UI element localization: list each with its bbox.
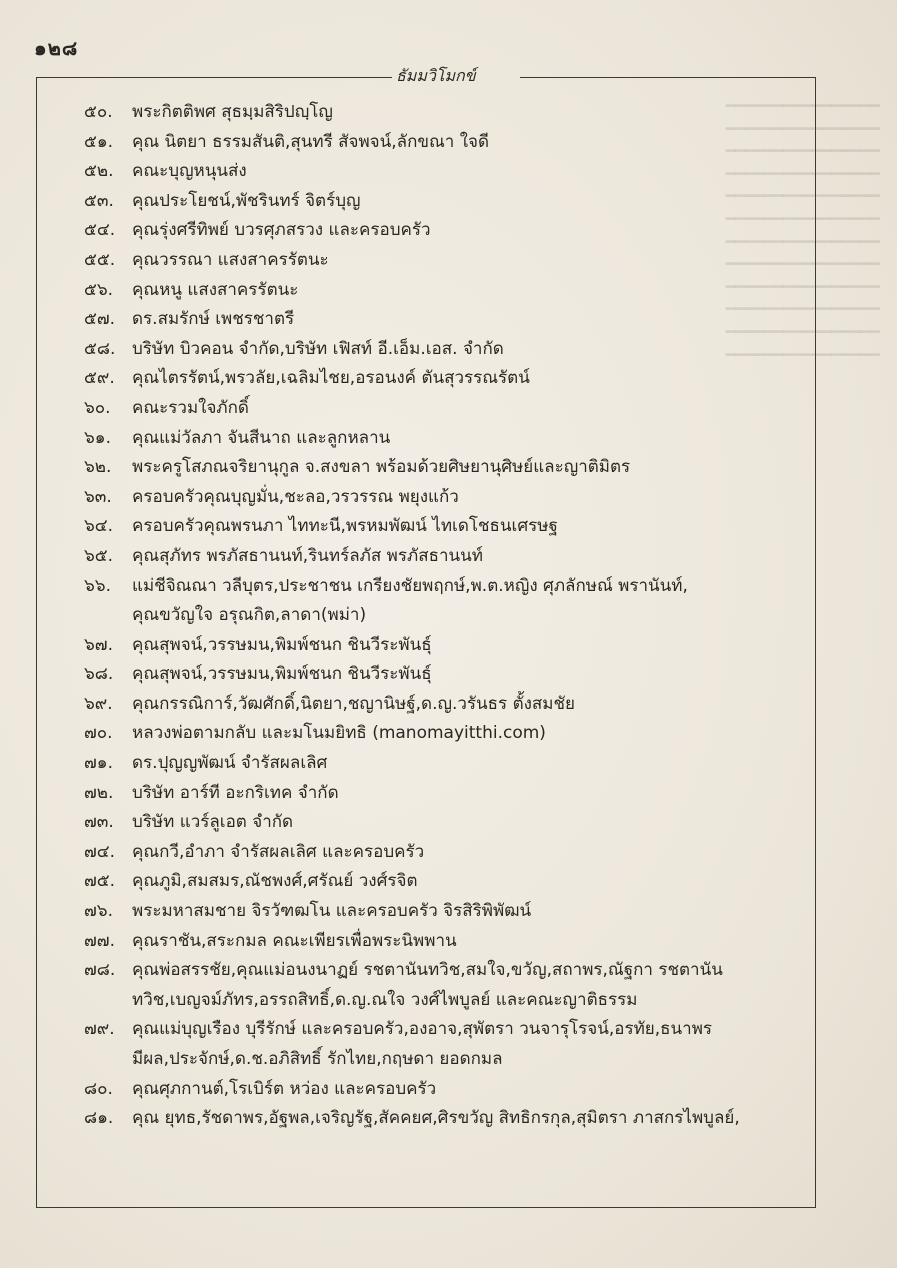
entry-names (132, 216, 819, 246)
list-item (84, 927, 819, 957)
entry-number: ๖๘. (84, 664, 114, 685)
entry-number: ๖๙. (84, 693, 113, 714)
entry-names (132, 660, 819, 690)
entry-number: ๕๔. (84, 220, 116, 241)
entry-name-line: คุณไตรรัตน์,พรวลัย,เฉลิมไชย,อรอนงค์ ตันสุวรรณรัตน์ (132, 368, 530, 389)
entry-names (132, 98, 819, 128)
entry-number: ๖๔. (84, 516, 114, 537)
entry-name-line: พระครูโสภณจริยานุกูล จ.สงขลา พร้อมด้วยศิษยานุศิษย์และญาติมิตร (132, 457, 631, 478)
entry-names (132, 1015, 819, 1074)
entry-name-line: คุณกวี,อำภา จำรัสผลเลิศ และครอบครัว (132, 841, 425, 862)
entry-names (132, 749, 819, 779)
entry-name-line: บริษัท แวร์ลูเอต จำกัด (132, 812, 294, 833)
entry-name-line: ดร.สมรักษ์ เพชรชาตรี (132, 309, 295, 330)
entry-name-line: ครอบครัวคุณบุญมั่น,ชะลอ,วรวรรณ พยุงแก้ว (132, 486, 459, 507)
list-item (84, 867, 819, 897)
list-item (84, 483, 819, 513)
list-item (84, 1104, 819, 1134)
entry-name-line: คุณหนู แสงสาครรัตนะ (132, 279, 299, 300)
list-item (84, 542, 819, 572)
entry-name-line: คุณประโยชน์,พัชรินทร์ จิตร์บุญ (132, 190, 361, 211)
entry-number: ๖๖. (84, 575, 111, 596)
entry-names (132, 512, 819, 542)
entry-names (132, 157, 819, 187)
list-item (84, 187, 819, 217)
entry-number: ๗๕. (84, 871, 116, 892)
entry-number: ๕๘. (84, 338, 116, 359)
entry-name-line: คุณสุพจน์,วรรษมน,พิมพ์ชนก ชินวีระพันธุ์ (132, 634, 432, 655)
list-item (84, 749, 819, 779)
entry-names (132, 927, 819, 957)
entry-name-line: พระกิตติพศ สุธมฺมสิริปญฺโญ (132, 102, 333, 122)
list-item (84, 424, 819, 454)
entry-name-line: คุณสุภัทร พรภัสธานนท์,รินทร์ลภัส พรภัสธานนท์ (132, 545, 483, 566)
list-item (84, 631, 819, 661)
entry-name-line: ดร.ปุญญพัฒน์ จำรัสผลเลิศ (132, 753, 328, 774)
entry-name-line: คุณรุ่งศรีทิพย์ บวรศุภสรวง และครอบครัว (132, 220, 431, 241)
entry-number: ๕๐. (84, 102, 113, 122)
entry-number: ๖๐. (84, 397, 111, 418)
entry-name-line: พระมหาสมชาย จิรวัฑฒโน และครอบครัว จิรสิริพิพัฒน์ (132, 901, 532, 922)
entry-name-line: คณะรวมใจภักดิ์ (132, 397, 249, 418)
list-item (84, 719, 819, 749)
list-item (84, 216, 819, 246)
list-item (84, 246, 819, 276)
entry-names (132, 838, 819, 868)
entry-names (132, 276, 819, 306)
list-item (84, 897, 819, 927)
entry-name-line: คุณศุภกานต์,โรเบิร์ต หว่อง และครอบครัว (132, 1078, 437, 1099)
list-item (84, 956, 819, 1015)
list-item (84, 364, 819, 394)
entry-names (132, 779, 819, 809)
entry-number: ๗๙. (84, 1019, 115, 1040)
entry-name-line: คุณ นิตยา ธรรมสันติ,สุนทรี สัจพจน์,ลักขณา ใจดี (132, 131, 490, 152)
entry-number: ๗๒. (84, 782, 114, 803)
entry-number: ๖๑. (84, 427, 111, 448)
running-header-title: ธัมมวิโมกข์ (396, 66, 476, 85)
page-number: ๑๒๘ (34, 36, 79, 60)
entry-names (132, 542, 819, 572)
list-item (84, 1075, 819, 1105)
entry-names (132, 719, 819, 749)
entry-number: ๗๔. (84, 841, 116, 862)
entry-number: ๗๑. (84, 753, 113, 774)
entry-name-line: บริษัท บิวคอน จำกัด,บริษัท เฟิสท์ อี.เอ็ม.เอส. จำกัด (132, 338, 504, 359)
entry-names (132, 364, 819, 394)
entry-number: ๗๗. (84, 930, 115, 951)
entry-number: ๗๖. (84, 901, 113, 922)
entry-number: ๖๓. (84, 486, 112, 507)
entry-name-line: คุณสุพจน์,วรรษมน,พิมพ์ชนก ชินวีระพันธุ์ (132, 664, 432, 685)
entry-name-line: หลวงพ่อตามกลับ และมโนมยิทธิ (manomayitthi.com) (132, 723, 546, 744)
entry-number: ๗๓. (84, 812, 114, 833)
entry-names (132, 1075, 819, 1105)
entry-name-line: คุณราชัน,สระกมล คณะเพียรเพื่อพระนิพพาน (132, 930, 457, 951)
entry-name-line: มีผล,ประจักษ์,ด.ช.อภิสิทธิ์ รักไทย,กฤษดา ยอดกมล (132, 1049, 503, 1069)
entry-number: ๖๗. (84, 634, 113, 655)
entry-name-line: คุณวรรณา แสงสาครรัตนะ (132, 249, 329, 270)
entry-number: ๗๘. (84, 960, 116, 981)
list-item (84, 808, 819, 838)
list-item (84, 690, 819, 720)
entry-name-line: คุณพ่อสรรชัย,คุณแม่อนงนาฏย์ รชตานันทวิช,สมใจ,ขวัญ,สถาพร,ณัฐกา รชตานัน (132, 960, 723, 981)
entry-number: ๕๙. (84, 368, 115, 389)
entry-names (132, 690, 819, 720)
entry-number: ๘๑. (84, 1108, 114, 1129)
entry-names (132, 187, 819, 217)
entry-names (132, 424, 819, 454)
entry-names (132, 305, 819, 335)
entry-name-line: แม่ชีจิณณา วลีบุตร,ประชาชน เกรียงชัยพฤกษ์,พ.ต.หญิง ศุภลักษณ์ พรานันท์, (132, 575, 688, 596)
entry-names (132, 867, 819, 897)
entry-name-line: คุณขวัญใจ อรุณกิต,ลาดา(พม่า) (132, 605, 367, 626)
list-item (84, 98, 819, 128)
list-item (84, 572, 819, 631)
entry-name-line: คุณ ยุทธ,รัชดาพร,อัฐพล,เจริญรัฐ,สัคคยศ,ศิรขวัญ สิทธิกรกุล,สุมิตรา ภาสกรไพบูลย์, (132, 1108, 740, 1129)
donor-list (84, 98, 819, 1134)
entry-names (132, 956, 819, 1015)
list-item (84, 453, 819, 483)
entry-number: ๗๐. (84, 723, 113, 744)
entry-names (132, 897, 819, 927)
entry-number: ๘๐. (84, 1078, 113, 1099)
entry-name-line: คุณกรรณิการ์,วัฒศักดิ์,นิตยา,ชญานิษฐ์,ด.ญ.วรันธร ตั้งสมชัย (132, 693, 575, 714)
entry-names (132, 128, 819, 158)
entry-names (132, 246, 819, 276)
list-item (84, 512, 819, 542)
list-item (84, 128, 819, 158)
list-item (84, 335, 819, 365)
entry-names (132, 394, 819, 424)
list-item (84, 1015, 819, 1074)
entry-names (132, 572, 819, 631)
entry-names (132, 631, 819, 661)
entry-number: ๖๕. (84, 545, 114, 566)
entry-names (132, 483, 819, 513)
entry-name-line: ทวิช,เบญจม์ภัทร,อรรถสิทธิ์,ด.ญ.ณใจ วงศ์ไพบูลย์ และคณะญาติธรรม (132, 989, 638, 1010)
list-item (84, 779, 819, 809)
entry-number: ๖๒. (84, 457, 112, 478)
entry-number: ๕๑. (84, 131, 114, 152)
entry-names (132, 808, 819, 838)
entry-name-line: คุณแม่บุญเรือง บุรีรักษ์ และครอบครัว,องอาจ,สุพัตรา วนจารุโรจน์,อรทัย,ธนาพร (132, 1019, 713, 1040)
list-item (84, 838, 819, 868)
show-through-text: ━━━━━━━━━━━━━━━━ ━━━━━━━━━━━━━━━━ ━━━━━━━━━━━━━━━━ ━━━━━━━━━━━━━━━━ ━━━━━━━━━━━━━━━━ ━━━━━━━━━━━━━━━━ ━━━━━━━━━━━━━━━━ ━━━━━━━━━━━━━━━━ ━━━━━━━━━━━━━━━━ ━━━━━━━━━━━━━━━━ ━━━━━━━━━━━━━━━━ ━━━━━━━━━━━━━━━━ (725, 96, 880, 364)
list-item (84, 157, 819, 187)
entry-number: ๕๓. (84, 190, 114, 211)
list-item (84, 660, 819, 690)
entry-number: ๕๖. (84, 279, 114, 300)
entry-number: ๕๕. (84, 249, 116, 270)
entry-names (132, 453, 819, 483)
entry-name-line: คุณแม่วัลภา จันสีนาถ และลูกหลาน (132, 427, 391, 448)
entry-number: ๕๒. (84, 161, 114, 182)
entry-names (132, 335, 819, 365)
entry-name-line: ครอบครัวคุณพรนภา ไททะนี,พรหมพัฒน์ ไทเดโชธนเศรษฐ (132, 516, 558, 537)
list-item (84, 276, 819, 306)
entry-name-line: คุณภูมิ,สมสมร,ณัชพงศ์,ศรัณย์ วงศ์รจิต (132, 871, 418, 892)
list-item (84, 305, 819, 335)
entry-name-line: บริษัท อาร์ที อะกริเทค จำกัด (132, 782, 339, 803)
entry-number: ๕๗. (84, 309, 116, 330)
list-item (84, 394, 819, 424)
entry-name-line: คณะบุญหนุนส่ง (132, 161, 247, 182)
entry-names (132, 1104, 819, 1134)
